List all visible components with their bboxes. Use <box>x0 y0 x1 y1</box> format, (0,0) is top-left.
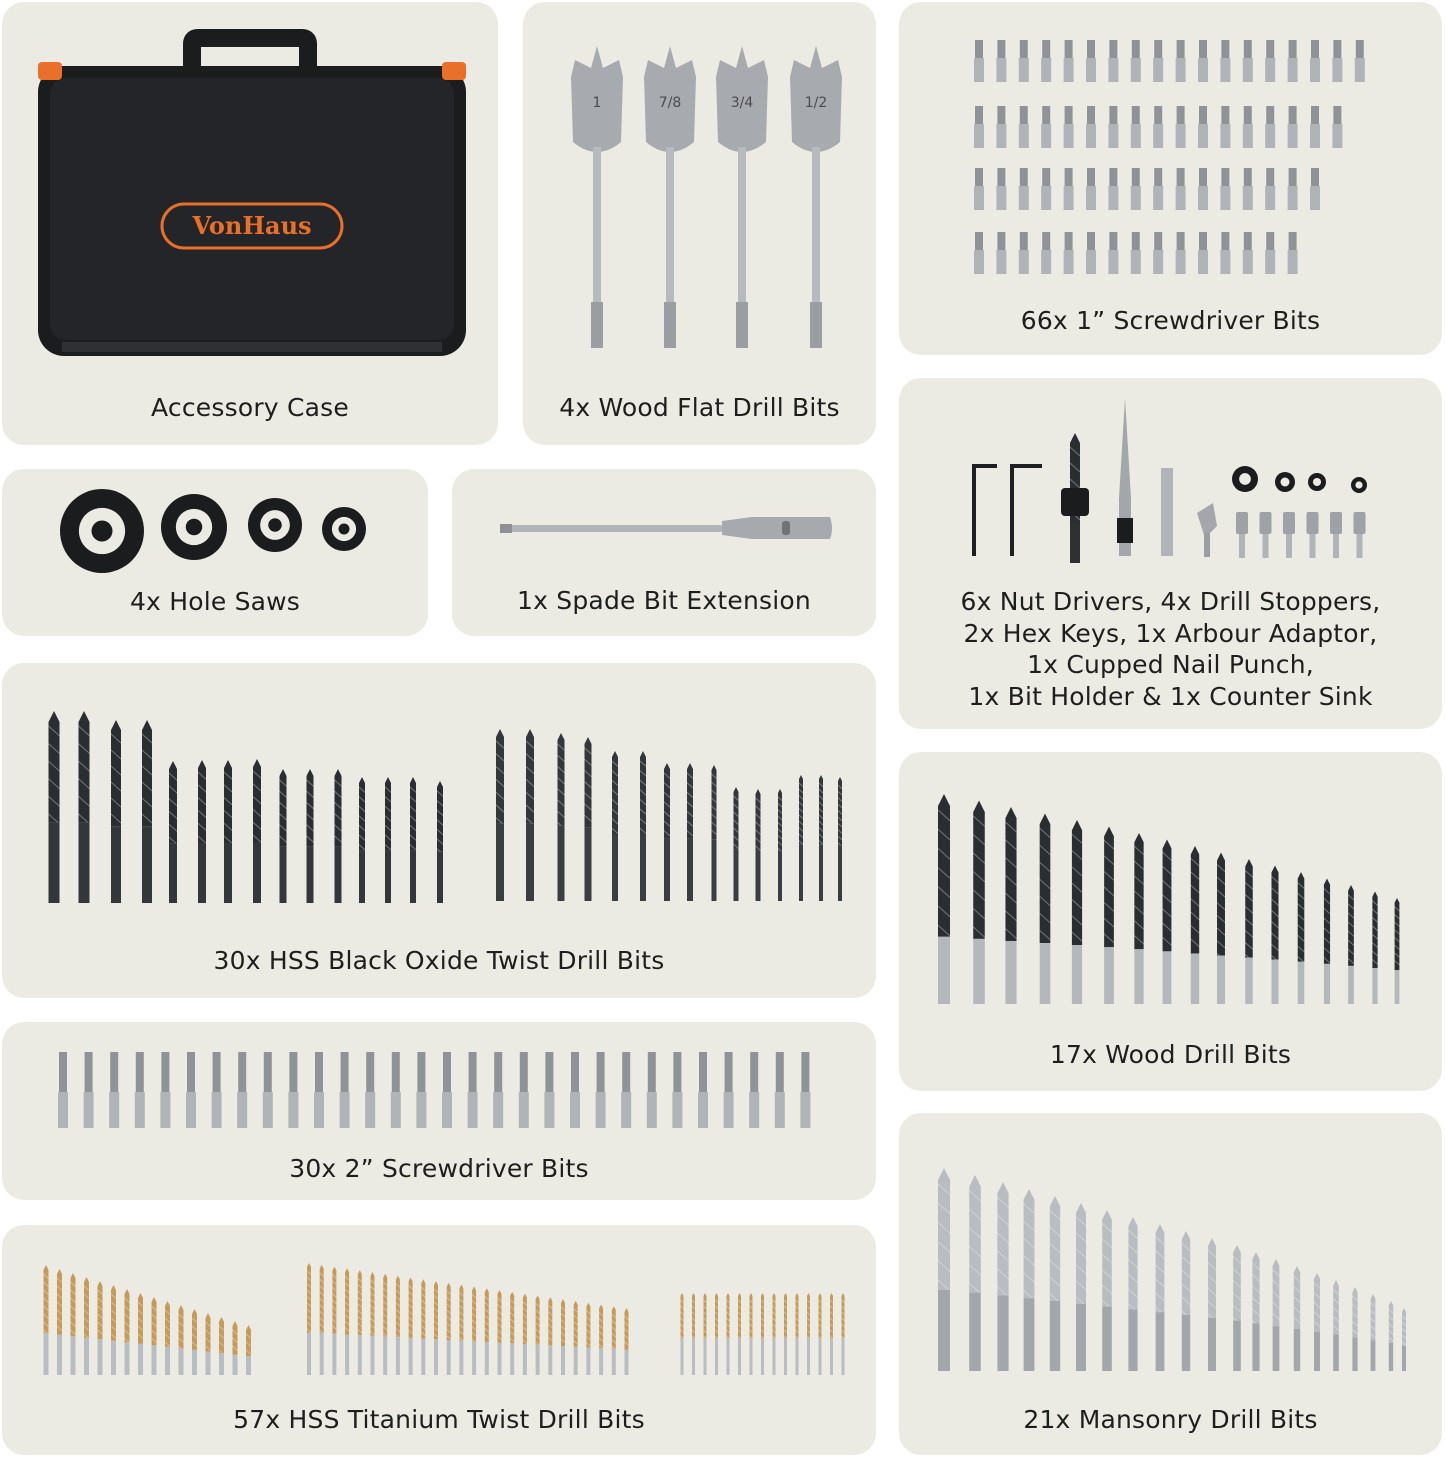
titanium-bit <box>84 1277 89 1375</box>
masonry-bit <box>1024 1189 1035 1371</box>
masonry-bit <box>1352 1287 1357 1371</box>
screwdriver-bit-1in <box>1198 232 1208 274</box>
screwdriver-bit-1in <box>1176 106 1186 148</box>
accessories-label-line: 6x Nut Drivers, 4x Drill Stoppers, <box>960 587 1381 616</box>
screwdriver-bit-1in <box>1108 232 1118 274</box>
black-oxide-bit <box>687 763 693 901</box>
flat-bit-size: 1/2 <box>804 95 828 111</box>
titanium-bit <box>738 1293 741 1375</box>
screwdriver-bit-1in <box>1288 168 1298 210</box>
screwdriver-bit-2in <box>314 1052 324 1128</box>
screwdriver-bit-1in <box>1176 232 1186 274</box>
black-oxide-bit <box>198 760 206 903</box>
titanium-bit <box>152 1297 157 1375</box>
masonry-bit <box>1208 1238 1216 1371</box>
black-oxide-bit <box>712 765 717 901</box>
screwdriver-bit-1in <box>1288 232 1298 274</box>
black-oxide-label: 30x HSS Black Oxide Twist Drill Bits <box>213 946 665 975</box>
screwdriver-bit-2in <box>416 1052 426 1128</box>
hole-saw <box>161 494 227 560</box>
titanium-bit <box>371 1272 375 1375</box>
wood-drill-bit <box>938 794 950 1004</box>
screwdriver-bit-1in <box>1153 106 1163 148</box>
titanium-bit <box>138 1293 143 1375</box>
titanium-bit <box>345 1268 349 1375</box>
screwdriver-bit-1in <box>1310 40 1320 82</box>
titanium-bit <box>485 1288 489 1375</box>
screwdriver-bit-2in <box>391 1052 401 1128</box>
accessory-case-panel <box>2 2 498 445</box>
screwdriver-bit-2in <box>519 1052 529 1128</box>
screwdriver-bit-1in <box>1108 106 1118 148</box>
screwdriver-bit-2in <box>749 1052 759 1128</box>
titanium-bit <box>383 1274 387 1375</box>
screwdriver-bit-1in <box>1064 168 1074 210</box>
titanium-bit <box>233 1321 238 1375</box>
black-oxide-bit <box>79 711 90 903</box>
screwdriver-bit-2in <box>800 1052 810 1128</box>
titanium-bit <box>692 1293 695 1375</box>
masonry-bit <box>1389 1301 1393 1371</box>
screwdriver-bit-1in <box>1108 168 1118 210</box>
titanium-bit <box>586 1303 590 1375</box>
black-oxide-bit <box>526 729 534 901</box>
screwdriver-bit-2in <box>237 1052 247 1128</box>
screwdriver-bit-2in <box>109 1052 119 1128</box>
screwdriver-bit-2in <box>340 1052 350 1128</box>
accessories-label-line: 1x Bit Holder & 1x Counter Sink <box>968 681 1373 711</box>
titanium-bit <box>523 1294 527 1375</box>
wood-drill-bit <box>1040 814 1051 1005</box>
screwdriver-bit-1in <box>1265 168 1275 210</box>
screwdriver-bit-1in <box>1019 232 1029 274</box>
nut-driver <box>1283 512 1295 558</box>
flat-bit <box>716 46 768 348</box>
masonry-bit <box>1233 1245 1241 1371</box>
wood-drill-bit <box>973 801 985 1005</box>
masonry-bit <box>1314 1273 1320 1371</box>
titanium-bit <box>761 1293 764 1375</box>
titanium-panel <box>2 1225 876 1455</box>
titanium-bit <box>459 1285 463 1375</box>
screwdriver-bit-1in <box>1220 168 1230 210</box>
screwdriver-bit-1in <box>1220 40 1230 82</box>
screwdriver-bit-2in <box>468 1052 478 1128</box>
wood-drill-bit <box>1324 879 1330 1005</box>
titanium-bit <box>434 1281 438 1375</box>
wood-drill-bit <box>1348 885 1354 1004</box>
flat-bits-art <box>523 2 876 445</box>
titanium-bit <box>206 1313 211 1375</box>
screwdriver-1in-art <box>899 2 1442 355</box>
black-oxide-bit <box>142 720 152 903</box>
black-oxide-panel <box>2 663 876 998</box>
titanium-bit <box>561 1299 565 1375</box>
wood-drill-bit <box>1217 853 1225 1005</box>
screwdriver-bit-1in <box>1086 106 1096 148</box>
spade-extension-panel <box>452 469 876 636</box>
black-oxide-bit <box>585 737 592 901</box>
masonry-bit <box>1156 1224 1165 1371</box>
screwdriver-bit-1in <box>1220 106 1230 148</box>
flat-bits-panel <box>523 2 876 445</box>
nut-driver <box>1354 512 1366 558</box>
wood-drill-bit <box>1163 840 1172 1005</box>
black-oxide-bit <box>778 789 782 901</box>
screwdriver-bit-2in <box>570 1052 580 1128</box>
masonry-bit <box>1050 1196 1060 1371</box>
screwdriver-bit-2in <box>647 1052 657 1128</box>
titanium-bit <box>715 1293 718 1375</box>
titanium-bit <box>472 1286 476 1375</box>
screwdriver-bit-1in <box>1064 40 1074 82</box>
titanium-label: 57x HSS Titanium Twist Drill Bits <box>233 1405 645 1434</box>
flat-bit <box>790 46 842 348</box>
titanium-bit <box>574 1301 578 1375</box>
screwdriver-bit-2in <box>186 1052 196 1128</box>
titanium-bit <box>192 1309 197 1375</box>
screwdriver-bit-1in <box>1310 106 1320 148</box>
masonry-bit <box>1333 1280 1339 1371</box>
masonry-bit <box>1182 1231 1190 1371</box>
screwdriver-bit-2in <box>621 1052 631 1128</box>
screwdriver-bit-2in <box>698 1052 708 1128</box>
titanium-bit <box>219 1317 224 1375</box>
counter-sink <box>1197 503 1217 538</box>
black-oxide-bit <box>799 775 803 901</box>
titanium-bit <box>396 1276 400 1375</box>
screwdriver-bit-1in <box>1086 168 1096 210</box>
screwdriver-bit-1in <box>1086 40 1096 82</box>
flat-bit-size: 3/4 <box>730 95 754 111</box>
screwdriver-bit-1in <box>1176 168 1186 210</box>
screwdriver-bit-1in <box>1198 168 1208 210</box>
screwdriver-bit-2in <box>724 1052 734 1128</box>
screwdriver-bit-1in <box>1131 168 1141 210</box>
screwdriver-bit-2in <box>672 1052 682 1128</box>
titanium-bit <box>510 1292 514 1375</box>
masonry-bit <box>969 1175 981 1371</box>
wood-drill-panel <box>899 752 1442 1091</box>
masonry-bit <box>1402 1308 1406 1371</box>
screwdriver-bit-2in <box>775 1052 785 1128</box>
black-oxide-bit <box>640 751 646 901</box>
titanium-bit <box>320 1265 324 1375</box>
accessory-case-label: Accessory Case <box>151 393 349 422</box>
masonry-bit <box>1076 1203 1086 1371</box>
wood-drill-bit <box>1395 898 1400 1004</box>
screwdriver-1in-panel <box>899 2 1442 355</box>
screwdriver-bit-1in <box>996 106 1006 148</box>
black-oxide-bit <box>664 763 670 901</box>
screwdriver-bit-2in <box>135 1052 145 1128</box>
hole-saws-label: 4x Hole Saws <box>129 587 301 616</box>
accessories-label <box>899 586 1442 712</box>
screwdriver-bit-1in <box>1041 106 1051 148</box>
titanium-bit <box>773 1293 776 1375</box>
titanium-bit <box>750 1293 753 1375</box>
wood-drill-bit <box>1298 872 1305 1004</box>
titanium-bit <box>548 1297 552 1375</box>
black-oxide-bit <box>558 733 565 901</box>
wood-drill-bit <box>1134 833 1143 1004</box>
titanium-bit <box>681 1293 684 1375</box>
black-oxide-bit <box>307 769 314 903</box>
wood-drill-bit <box>1245 859 1253 1004</box>
accessories-panel <box>899 378 1442 729</box>
screwdriver-bit-1in <box>974 106 984 148</box>
black-oxide-bit <box>49 711 60 903</box>
screwdriver-bit-1in <box>1288 106 1298 148</box>
titanium-bit <box>727 1293 730 1375</box>
titanium-bit <box>819 1293 822 1375</box>
screwdriver-bit-1in <box>1041 232 1051 274</box>
screwdriver-bit-1in <box>1243 232 1253 274</box>
flat-bit-size: 7/8 <box>658 95 682 111</box>
titanium-bit <box>246 1325 251 1375</box>
screwdriver-bit-1in <box>1332 106 1342 148</box>
black-oxide-bit <box>819 775 823 901</box>
screwdriver-1in-label: 66x 1” Screwdriver Bits <box>1020 306 1321 335</box>
hole-saws-panel <box>2 469 428 636</box>
nut-driver <box>1260 512 1272 558</box>
wood-drill-bit <box>1005 807 1016 1004</box>
masonry-bit <box>1252 1252 1259 1371</box>
screwdriver-bit-1in <box>1176 40 1186 82</box>
accessories-label-line: 2x Hex Keys, 1x Arbour Adaptor, <box>963 618 1378 648</box>
titanium-bit <box>830 1293 833 1375</box>
screwdriver-bit-1in <box>1332 40 1342 82</box>
bit-holder <box>1161 468 1173 556</box>
masonry-label: 21x Mansonry Drill Bits <box>1023 1405 1318 1434</box>
titanium-bit <box>784 1293 787 1375</box>
titanium-bit <box>625 1308 629 1375</box>
black-oxide-bit <box>111 720 121 903</box>
screwdriver-bit-2in <box>263 1052 273 1128</box>
accessories-label-line: 1x Cupped Nail Punch, <box>1027 650 1314 679</box>
screwdriver-bit-1in <box>1131 40 1141 82</box>
screwdriver-bit-2in <box>544 1052 554 1128</box>
black-oxide-bit <box>734 787 739 901</box>
hole-saw <box>60 489 144 573</box>
screwdriver-bit-1in <box>1243 40 1253 82</box>
black-oxide-bit <box>335 769 342 903</box>
titanium-bit <box>98 1281 103 1375</box>
titanium-bit <box>179 1305 184 1375</box>
screwdriver-bit-2in <box>442 1052 452 1128</box>
titanium-bit <box>358 1270 362 1375</box>
screwdriver-bit-1in <box>996 40 1006 82</box>
screwdriver-bit-1in <box>1019 40 1029 82</box>
wood-drill-bit <box>1271 866 1278 1005</box>
drill-stopper <box>1308 473 1326 491</box>
black-oxide-bit <box>224 760 232 903</box>
wood-drill-bit <box>1104 827 1114 1005</box>
screwdriver-bit-2in <box>212 1052 222 1128</box>
black-oxide-bit <box>838 777 842 901</box>
screwdriver-bit-1in <box>1019 168 1029 210</box>
masonry-art <box>899 1113 1442 1455</box>
masonry-bit <box>938 1168 950 1371</box>
drill-stopper <box>1351 477 1367 493</box>
screwdriver-bit-1in <box>1265 106 1275 148</box>
screwdriver-bit-1in <box>996 168 1006 210</box>
screwdriver-bit-1in <box>1265 40 1275 82</box>
screwdriver-bit-2in <box>288 1052 298 1128</box>
flat-bit <box>644 46 696 348</box>
titanium-bit <box>57 1269 62 1375</box>
titanium-bit <box>71 1273 76 1375</box>
titanium-bit <box>842 1293 845 1375</box>
screwdriver-bit-1in <box>1355 40 1365 82</box>
screwdriver-bit-2in <box>493 1052 503 1128</box>
wood-drill-label: 17x Wood Drill Bits <box>1049 1040 1292 1069</box>
flat-bits-label: 4x Wood Flat Drill Bits <box>559 393 840 422</box>
drill-stopper <box>1232 466 1258 492</box>
screwdriver-bit-1in <box>1064 106 1074 148</box>
screwdriver-bit-2in <box>58 1052 68 1128</box>
screwdriver-bit-1in <box>1019 106 1029 148</box>
titanium-bit <box>111 1285 116 1375</box>
nut-driver <box>1330 512 1342 558</box>
wood-drill-bit <box>1191 846 1199 1004</box>
titanium-bit <box>165 1301 170 1375</box>
black-oxide-bit <box>496 729 504 901</box>
screwdriver-bit-1in <box>974 40 984 82</box>
hex-key <box>1012 466 1042 556</box>
screwdriver-bit-1in <box>1131 106 1141 148</box>
flat-bit-size: 1 <box>592 95 602 111</box>
titanium-bit <box>498 1290 502 1375</box>
screwdriver-bit-1in <box>1131 232 1141 274</box>
titanium-bit <box>44 1265 49 1375</box>
screwdriver-bit-2in <box>365 1052 375 1128</box>
titanium-bit <box>332 1267 336 1375</box>
black-oxide-bit <box>410 777 416 903</box>
screwdriver-bit-1in <box>996 232 1006 274</box>
titanium-bit <box>612 1306 616 1375</box>
screwdriver-bit-1in <box>1243 168 1253 210</box>
screwdriver-bit-1in <box>1086 232 1096 274</box>
screwdriver-bit-2in <box>84 1052 94 1128</box>
screwdriver-bit-1in <box>1041 168 1051 210</box>
screwdriver-bit-2in <box>160 1052 170 1128</box>
screwdriver-2in-label: 30x 2” Screwdriver Bits <box>289 1154 589 1183</box>
black-oxide-bit <box>437 781 443 903</box>
screwdriver-bit-1in <box>1288 40 1298 82</box>
nut-driver <box>1236 512 1248 558</box>
countersink-collar <box>1061 488 1089 516</box>
screwdriver-2in-panel <box>2 1022 876 1200</box>
black-oxide-bit <box>359 777 365 903</box>
masonry-bit <box>1371 1294 1376 1371</box>
titanium-bit <box>536 1295 540 1375</box>
titanium-bit <box>796 1293 799 1375</box>
masonry-bit <box>1128 1217 1137 1371</box>
black-oxide-bit <box>385 777 391 903</box>
screwdriver-bit-1in <box>974 232 984 274</box>
titanium-bit <box>307 1263 311 1375</box>
masonry-panel <box>899 1113 1442 1455</box>
titanium-bit <box>125 1289 130 1375</box>
titanium-bit <box>807 1293 810 1375</box>
masonry-bit <box>1294 1266 1300 1371</box>
black-oxide-bit <box>169 761 177 903</box>
hole-saw <box>248 498 302 552</box>
black-oxide-bit <box>253 759 261 903</box>
titanium-bit <box>599 1304 603 1375</box>
hole-saw <box>322 507 366 551</box>
screwdriver-bit-1in <box>974 168 984 210</box>
black-oxide-bit <box>612 751 618 901</box>
screwdriver-bit-1in <box>1265 232 1275 274</box>
titanium-bit <box>409 1277 413 1375</box>
screwdriver-bit-1in <box>1198 40 1208 82</box>
screwdriver-bit-1in <box>1220 232 1230 274</box>
black-oxide-bit <box>280 769 287 903</box>
nut-driver <box>1307 512 1319 558</box>
masonry-bit <box>997 1182 1008 1371</box>
wood-drill-bit <box>1072 820 1082 1004</box>
screwdriver-bit-1in <box>1310 168 1320 210</box>
wood-drill-bit <box>1372 892 1377 1005</box>
titanium-bit <box>447 1283 451 1375</box>
black-oxide-bit <box>756 789 761 901</box>
flat-bit <box>571 46 623 348</box>
spade-extension-label: 1x Spade Bit Extension <box>517 586 811 615</box>
case-brand-logo: VonHaus <box>192 211 312 240</box>
screwdriver-bit-1in <box>1041 40 1051 82</box>
titanium-bit <box>704 1293 707 1375</box>
screwdriver-bit-1in <box>1153 232 1163 274</box>
titanium-bit <box>421 1279 425 1375</box>
screwdriver-bit-1in <box>1198 106 1208 148</box>
screwdriver-bit-1in <box>1108 40 1118 82</box>
masonry-bit <box>1273 1259 1280 1371</box>
screwdriver-bit-1in <box>1153 40 1163 82</box>
hex-key <box>974 466 997 556</box>
screwdriver-bit-2in <box>596 1052 606 1128</box>
screwdriver-bit-1in <box>1153 168 1163 210</box>
screwdriver-bit-1in <box>1064 232 1074 274</box>
drill-stopper <box>1275 472 1295 492</box>
masonry-bit <box>1102 1210 1112 1371</box>
screwdriver-bit-1in <box>1243 106 1253 148</box>
